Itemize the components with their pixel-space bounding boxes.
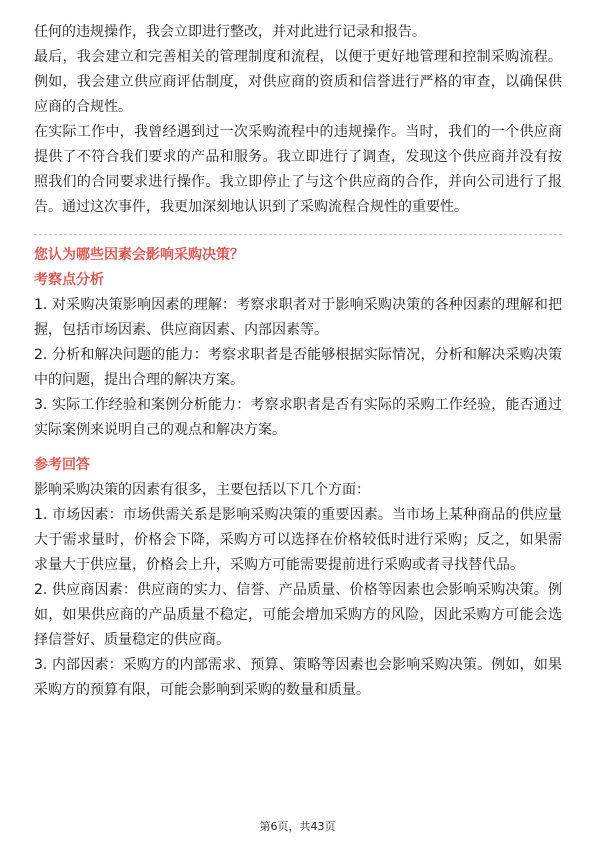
body-paragraph: 任何的违规操作，我会立即进行整改，并对此进行记录和报告。 — [34, 24, 426, 40]
analysis-item: 1. 对采购决策影响因素的理解：考察求职者对于影响采购决策的各种因素的理解和把握，包括市场因素、供应商因素、内部因素等。 — [34, 297, 562, 338]
body-paragraph: 在实际工作中，我曾经遇到过一次采购流程中的违规操作。当时，我们的一个供应商提供了不符合我们要求的产品和服务。我立即进行了调查，发现这个供应商并没有按照我们的合同要求进行操作。我立即停止了与这个供应商的合作，并向公司进行了报告。通过这次事件，我更加深刻地认识到了采购流程合规性的重要性。 — [34, 124, 562, 215]
analysis-title: 考察点分析 — [34, 272, 104, 288]
document-page — [34, 20, 562, 703]
body-paragraph: 最后，我会建立和完善相关的管理制度和流程，以便于更好地管理和控制采购流程。例如，我会建立供应商评估制度，对供应商的资质和信誉进行严格的审查，以确保供应商的合规性。 — [34, 49, 562, 115]
answer-item: 1. 市场因素：市场供需关系是影响采购决策的重要因素。当市场上某种商品的供应量大于需求量时，价格会下降，采购方可以选择在价格较低时进行采购；反之，如果需求量大于供应量，价格会上升，采购方可能需要提前进行采购或者寻找替代品。 — [34, 507, 562, 573]
analysis-item: 2. 分析和解决问题的能力：考察求职者是否能够根据实际情况，分析和解决采购决策中的问题，提出合理的解决方案。 — [34, 347, 562, 388]
section-divider — [34, 234, 562, 235]
answer-item: 影响采购决策的因素有很多，主要包括以下几个方面： — [34, 482, 370, 498]
page-number: 第6页，共43页 — [259, 820, 336, 833]
answer-item: 2. 供应商因素：供应商的实力、信誉、产品质量、价格等因素也会影响采购决策。例如，如果供应商的产品质量不稳定，可能会增加采购方的风险，因此采购方可能会选择信誉好、质量稳定的供应商。 — [34, 582, 562, 648]
answer-title: 参考回答 — [34, 457, 90, 473]
analysis-item: 3. 实际工作经验和案例分析能力：考察求职者是否有实际的采购工作经验，能否通过实际案例来说明自己的观点和解决方案。 — [34, 397, 562, 438]
question-heading: 您认为哪些因素会影响采购决策？ — [34, 247, 244, 263]
answer-item: 3. 内部因素：采购方的内部需求、预算、策略等因素也会影响采购决策。例如，如果采购方的预算有限，可能会影响到采购的数量和质量。 — [34, 657, 562, 698]
